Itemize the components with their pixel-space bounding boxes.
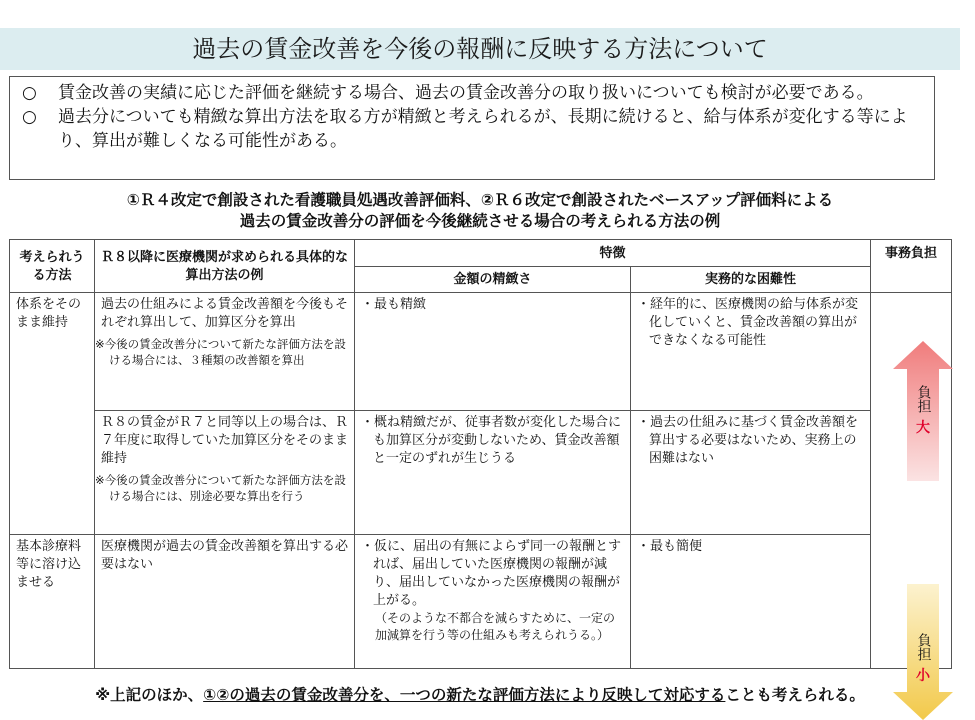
difficulty-text-1: 経年的に、医療機関の給与体系が変化していくと、賃金改善額の算出ができなくなる可能性 — [649, 297, 859, 348]
method-cell-1: 体系をそのまま維持 — [10, 293, 95, 535]
header-calc: Ｒ８以降に医療機関が求められる具体的な算出方法の例 — [95, 240, 355, 293]
header-precision: 金額の精緻さ — [355, 267, 631, 293]
dot-bullet: ・ — [637, 539, 651, 554]
calc-text-3: 医療機関が過去の賃金改善額を算出する必要はない — [101, 539, 349, 572]
summary-item-2 — [22, 105, 924, 153]
header-feature: 特徴 — [355, 240, 871, 267]
subheading-line-2: 過去の賃金改善分の評価を今後継続させる場合の考えられる方法の例 — [239, 212, 721, 230]
footer-note — [0, 684, 960, 706]
calc-cell-3 — [95, 535, 355, 669]
precision-item-1 — [361, 296, 624, 314]
table-row — [10, 535, 952, 669]
precision-text-3: 仮に、届出の有無によらず同一の報酬とすれば、届出していた医療機関の報酬が減り、届出していなかった医療機関の報酬が上がる。 — [373, 539, 622, 608]
precision-note-3: （そのような不都合を減らすために、一定の加減算を行う等の仕組みも考えられうる。） — [375, 611, 616, 642]
precision-cell-1 — [355, 293, 631, 411]
difficulty-item-2 — [637, 414, 864, 468]
dot-bullet: ・ — [361, 415, 375, 430]
difficulty-cell-2 — [631, 411, 871, 535]
calc-note-2: ※今後の賃金改善分について新たな評価方法を設ける場合には、別途必要な算出を行う — [95, 473, 346, 503]
table-row — [10, 293, 952, 411]
dot-bullet: ・ — [637, 297, 651, 312]
summary-text-2: 過去分についても精緻な算出方法を取る方が精緻と考えられるが、長期に続けると、給与体系が変化する等により、算出が難しくなる可能性がある。 — [58, 107, 908, 151]
dot-bullet: ・ — [361, 539, 375, 554]
method-cell-2: 基本診療料等に溶け込ませる — [10, 535, 95, 669]
header-burden: 事務負担 — [871, 240, 952, 293]
burden-label-text: 負担 — [915, 385, 932, 413]
burden-low-label — [871, 633, 975, 686]
table-row — [10, 411, 952, 535]
footer-suffix: ことも考えられる。 — [725, 686, 865, 704]
precision-item-2 — [361, 414, 624, 468]
precision-cell-2 — [355, 411, 631, 535]
difficulty-cell-3 — [631, 535, 871, 669]
burden-label-text: 負担 — [915, 633, 932, 661]
burden-low-value: 小 — [916, 668, 931, 684]
precision-text-2: 概ね精緻だが、従事者数が変化した場合にも加算区分が変動しないため、賃金改善額と一定のずれが生じうる — [373, 415, 622, 466]
calc-cell-2 — [95, 411, 355, 535]
difficulty-text-3: 最も簡便 — [650, 539, 703, 554]
methods-table — [9, 239, 952, 684]
difficulty-text-2: 過去の仕組みに基づく賃金改善額を算出する必要はないため、実務上の困難はない — [649, 415, 859, 466]
calc-note-1: ※今後の賃金改善分について新たな評価方法を設ける場合には、３種類の改善額を算出 — [95, 337, 346, 367]
dot-bullet: ・ — [361, 297, 375, 312]
precision-item-3 — [361, 538, 624, 610]
difficulty-item-3 — [637, 538, 864, 556]
burden-cell — [871, 293, 952, 684]
calc-text-1: 過去の仕組みによる賃金改善額を今後もそれぞれ算出して、加算区分を算出 — [101, 297, 349, 330]
dot-bullet: ・ — [637, 415, 651, 430]
calc-text-2: Ｒ８の賃金がＲ７と同等以上の場合は、Ｒ７年度に取得していた加算区分をそのまま維持 — [101, 415, 349, 466]
calc-cell-1 — [95, 293, 355, 411]
summary-text-1: 賃金改善の実績に応じた評価を継続する場合、過去の賃金改善分の取り扱いについても検討が必要である。 — [58, 83, 874, 103]
circle-bullet: ○ — [22, 83, 37, 103]
summary-item-1 — [22, 81, 924, 105]
difficulty-cell-1 — [631, 293, 871, 411]
burden-high-value: 大 — [916, 420, 931, 436]
header-difficulty: 実務的な困難性 — [631, 267, 871, 293]
circle-bullet: ○ — [22, 107, 37, 127]
page-title: 過去の賃金改善を今後の報酬に反映する方法について — [192, 35, 768, 63]
summary-box — [9, 76, 935, 180]
header-method: 考えられうる方法 — [10, 240, 95, 293]
footer-underlined: ①②の過去の賃金改善分を、一つの新たな評価方法により反映して対応する — [203, 686, 726, 704]
precision-text-1: 最も精緻 — [374, 297, 427, 312]
precision-cell-3 — [355, 535, 631, 669]
burden-high-label — [871, 385, 975, 438]
footer-prefix: ※上記のほか、 — [95, 686, 204, 704]
subheading-line-1: ①Ｒ４改定で創設された看護職員処遇改善評価料、②Ｒ６改定で創設されたベースアップ評価料による — [126, 191, 834, 209]
difficulty-item-1 — [637, 296, 864, 350]
